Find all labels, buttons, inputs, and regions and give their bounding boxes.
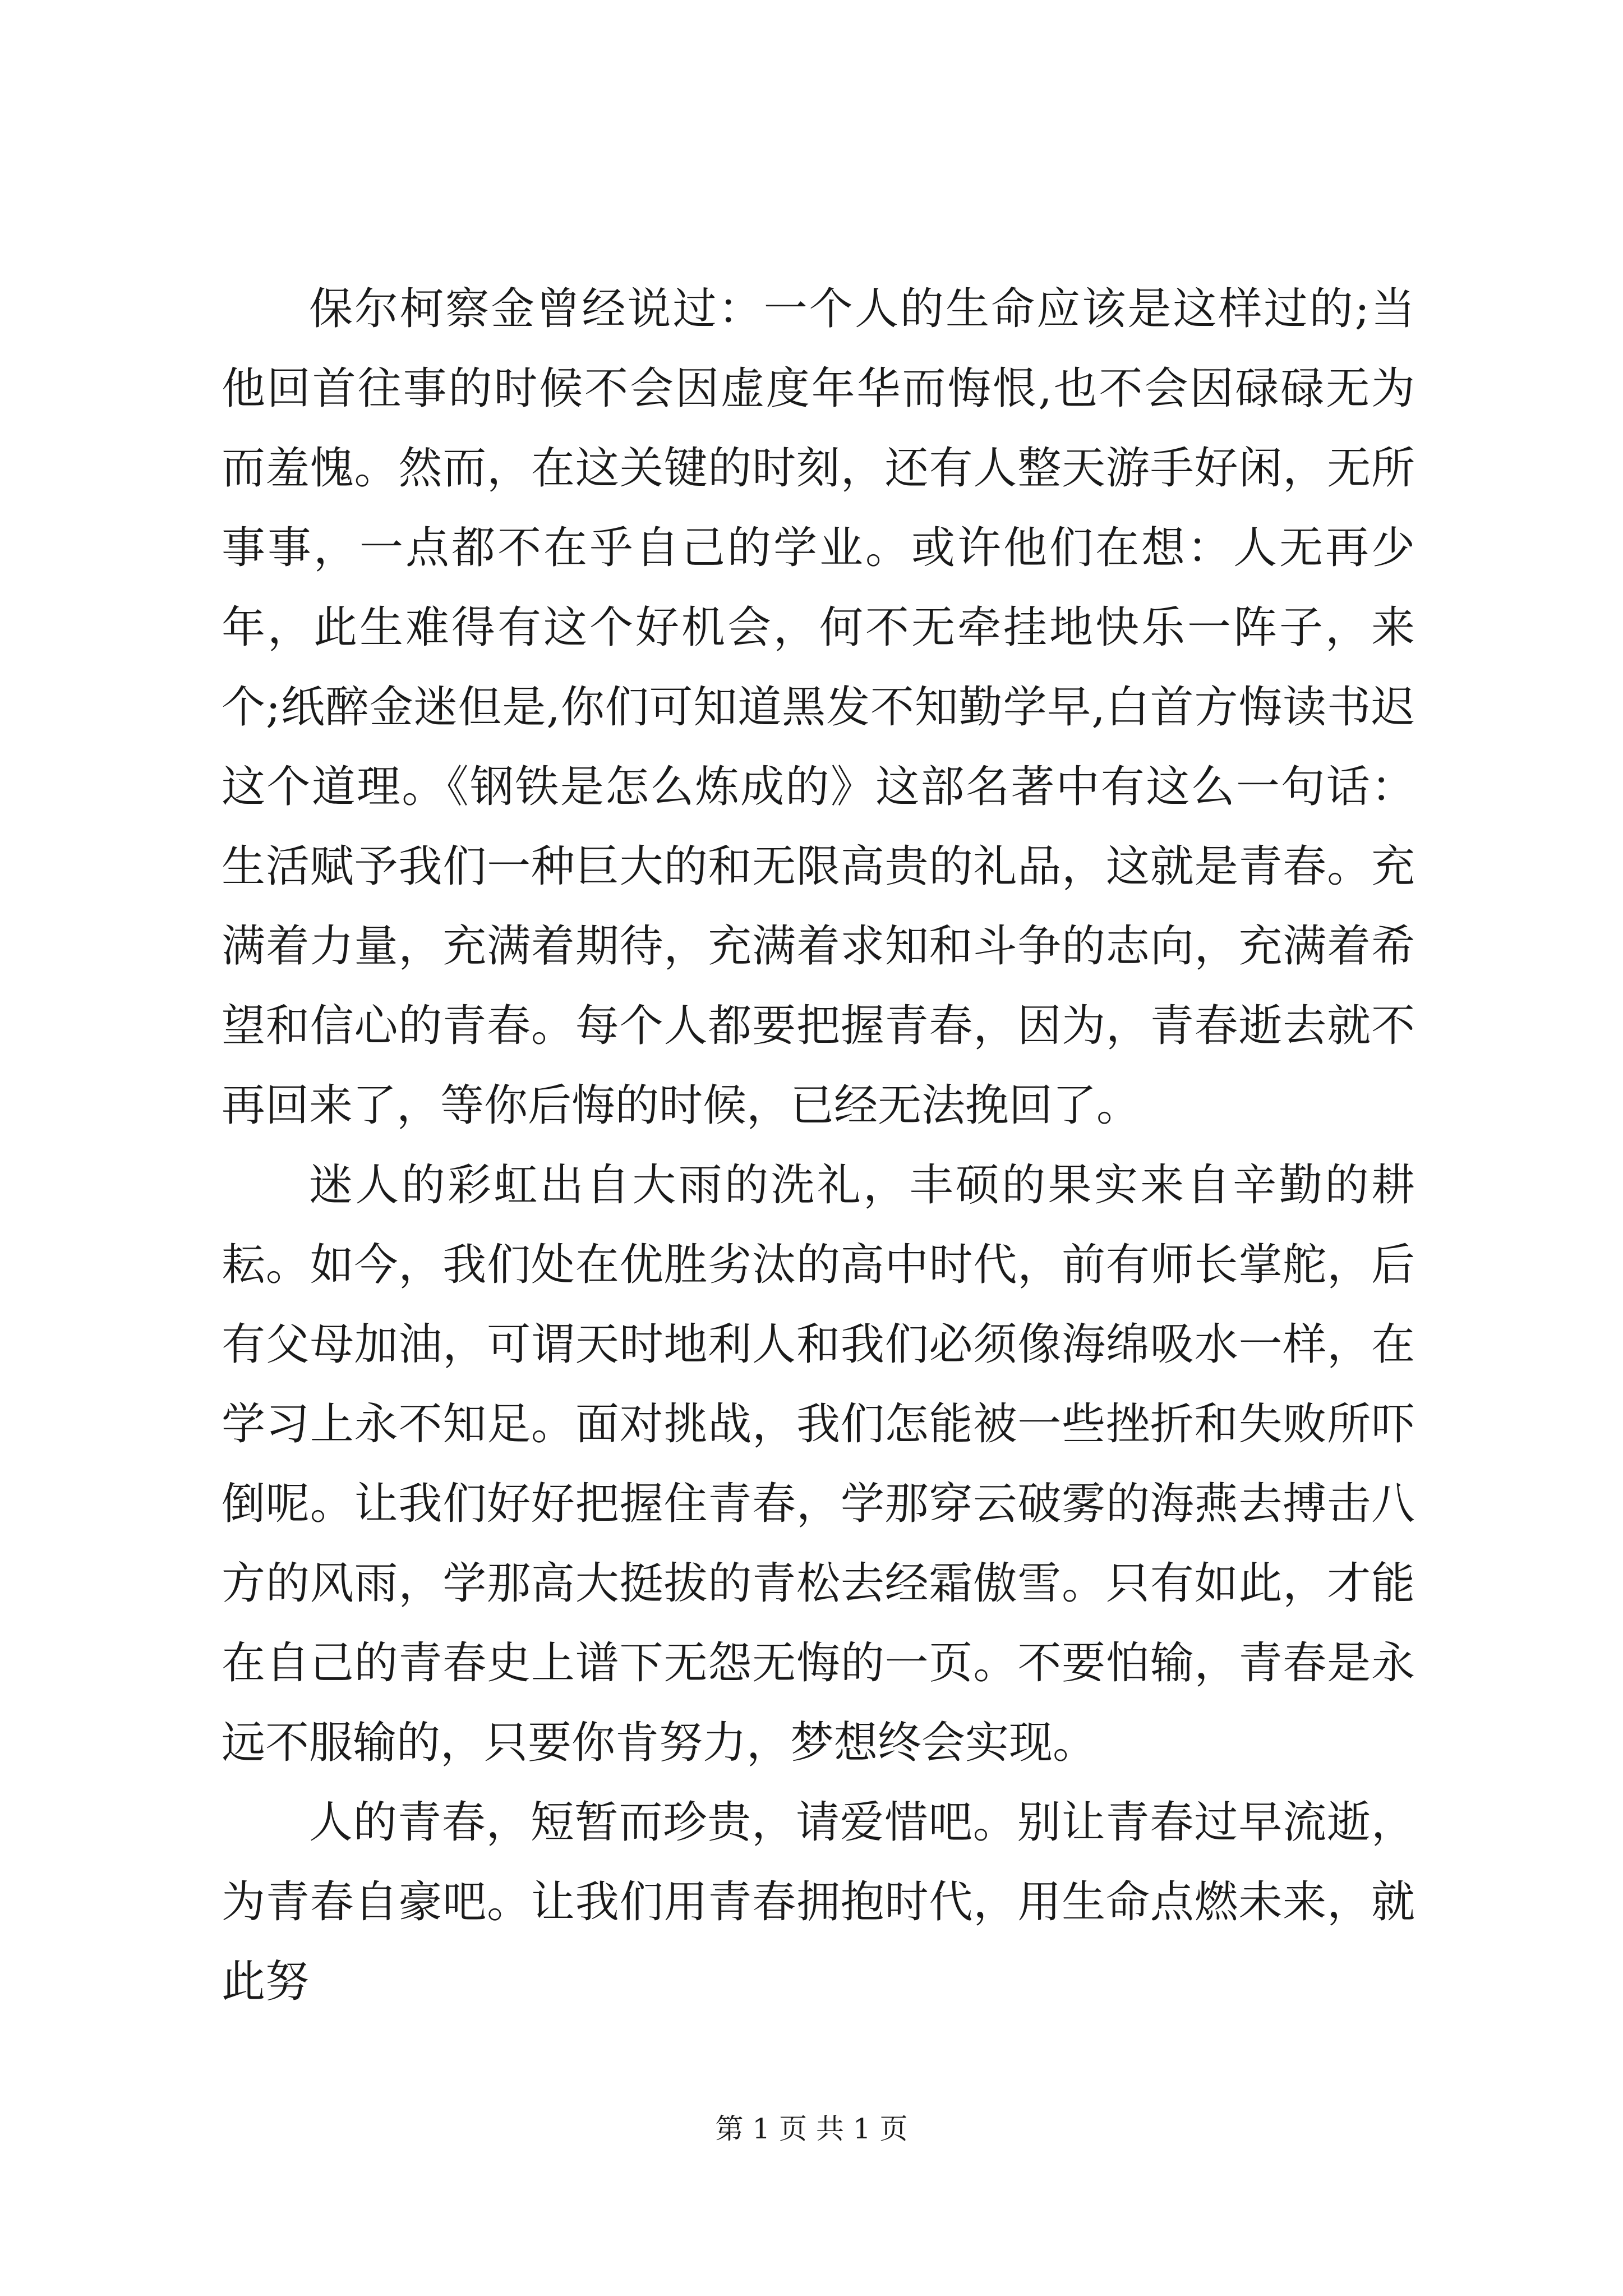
paragraph-3: 人的青春，短暂而珍贵，请爱惜吧。别让青春过早流逝，为青春自豪吧。让我们用青春拥抱时代，用生命点燃未来，就此努 (222, 1797, 1415, 2007)
document-body (222, 269, 1415, 2022)
paragraph-1: 保尔柯察金曾经说过：一个人的生命应该是这样过的;当他回首往事的时候不会因虚度年华而悔恨,也不会因碌碌无为而羞愧。然而，在这关键的时刻，还有人整天游手好闲，无所事事，一点都不在乎自己的学业。或许他们在想：人无再少年，此生难得有这个好机会，何不无牵挂地快乐一阵子，来个;纸醉金迷但是,你们可知道黑发不知勤学早,白首方悔读书迟这个道理。《钢铁是怎么炼成的》这部名著中有这么一句话：生活赋予我们一种巨大的和无限高贵的礼品，这就是青春。充满着力量，充满着期待，充满着求知和斗争的志向，充满着希望和信心的青春。每个人都要把握青春，因为，青春逝去就不再回来了，等你后悔的时候，已经无法挽回了。 (222, 284, 1415, 1131)
page-footer: 第 1 页 共 1 页 (715, 2113, 908, 2145)
paragraph-2: 迷人的彩虹出自大雨的洗礼，丰硕的果实来自辛勤的耕耘。如今，我们处在优胜劣汰的高中时代，前有师长掌舵，后有父母加油，可谓天时地利人和我们必须像海绵吸水一样，在学习上永不知足。面对挑战，我们怎能被一些挫折和失败所吓倒呢。让我们好好把握住青春，学那穿云破雾的海燕去搏击八方的风雨，学那高大挺拔的青松去经霜傲雪。只有如此，才能在自己的青春史上谱下无怨无悔的一页。不要怕输，青春是永远不服输的，只要你肯努力，梦想终会实现。 (222, 1160, 1415, 1768)
